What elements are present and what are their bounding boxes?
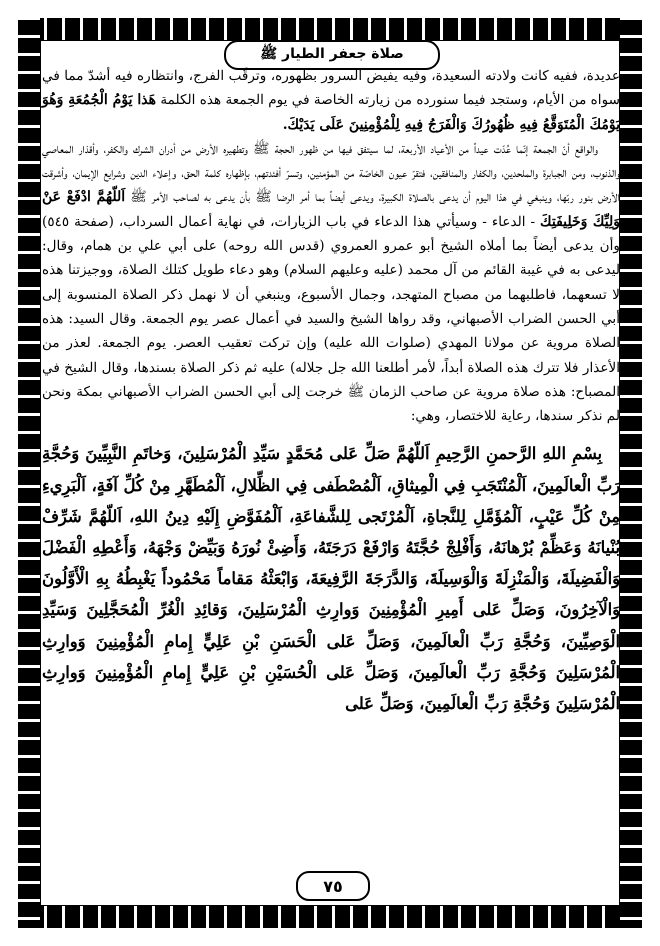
paragraph-2-rest: - الدعاء - وسيأتي هذا الدعاء في باب الزيارات، في نهاية أعمال السرداب، (صفحة ٥٤٥) وأن يدعى أيضاً بما أملاه الشيخ أبو عمرو العمروي (قدس الله روحه) على أبي علي بن همام، وقال: ليدعى به في غيبة القائم من آل محمد (عليه وعليهم السلام) وهو دعاء طويل كتلك الصلاة، ووجيزتنا هذه لا تسعهما، فاطلبهما من مصباح المتهجد، وجمال الأسبوع، وينبغي أن لا نهمل ذكر الصلاة المنسوبة إلى أبي الحسن الضراب الأصبهاني، وقد رواها الشيخ والسيد في أعمال عصر يوم الجمعة. وقال السيد: هذه الصلاة مروية عن مولانا المهدي (صلوات الله عليه) وإن تركت تعقيب العصر. يوم الجمعة. لعذر من الأعذار فلا تترك هذه الصلاة أبداً، لأمر أطلعنا الله جل جلاله) عليه ثم ذكر الصلاة بسندها، وقال الشيخ في المصباح: هذه صلاة مروية عن صاحب الزمان ﷺ خرجت إلى أبي الحسن الضراب الأصبهاني بمكة ونحن لم نذكر سندها، رعاية للاختصار، وهي:	[42, 213, 620, 425]
border-ornament-right	[620, 18, 642, 928]
paragraph-1-text: عديدة، ففيه كانت ولادته السعيدة، وفيه يفيض السرور بظهوره، وترقّب الفرج، وانتظاره فيه أشدّ مما في سواه من الأيام، وستجد فيما سنورده من زيارته الخاصة في يوم الجمعة هذه الكلمة	[42, 68, 620, 109]
prayer-text: بِسْمِ اللهِ الرَّحمنِ الرَّحِيمِ اَللّهُمَّ صَلِّ عَلى مُحَمَّدٍ سَيِّدِ الْمُرْسَلِينَ، وَخاتَمِ النَّبِيِّينَ وَحُجَّةِ رَبِّ الْعالَمِينَ، اَلْمُنْتَجَبِ فِي الْمِيثاقِ، اَلْمُصْطَفى فِي الظِّلالِ، اَلْمُطَهَّرِ مِنْ كُلِّ آفَةٍ، اَلْبَرِيءِ مِنْ كُلِّ عَيْبٍ، اَلْمُؤَمَّلِ لِلنَّجاةِ، اَلْمُرْتَجى لِلشَّفاعَةِ، اَلْمُفَوَّضِ إِلَيْهِ دِينُ اللهِ، اَللّهُمَّ شَرِّفْ بُنْيانَهُ وَعَظِّمْ بُرْهانَهُ، وَأَفْلِجْ حُجَّتَهُ وَارْفَعْ دَرَجَتَهُ، وَأَضِئْ نُورَهُ وَبَيِّضْ وَجْهَهُ، وَأَعْطِهِ الْفَضْلَ وَالْفَضِيلَةَ، وَالْمَنْزِلَةَ وَالْوَسِيلَةَ، وَالدَّرَجَةَ الرَّفِيعَةَ، وَابْعَثْهُ مَقاماً مَحْمُوداً يَغْبِطُهُ بِهِ الْأَوَّلُونَ وَالْآخِرُونَ، وَصَلِّ عَلى أَمِيرِ الْمُؤْمِنِينَ وَوارِثِ الْمُرْسَلِينَ، وَقائِدِ الْغُرِّ الْمُحَجَّلِينَ وَسَيِّدِ الْوَصِيِّينَ، وَحُجَّةِ رَبِّ الْعالَمِينَ، وَصَلِّ عَلى الْحَسَنِ بْنِ عَلِيٍّ إِمامِ الْمُؤْمِنِينَ وَوارِثِ الْمُرْسَلِينَ وَحُجَّةِ رَبِّ الْعالَمِينَ، وَصَلِّ عَلى الْحُسَيْنِ بْنِ عَلِيٍّ إِمامِ الْمُؤْمِنِينَ وَوارِثِ الْمُرْسَلِينَ وَحُجَّةِ رَبِّ الْعالَمِينَ، وَصَلِّ عَلى	[42, 444, 620, 714]
border-ornament-left	[18, 18, 40, 928]
paragraph-1	[42, 64, 620, 137]
paragraph-2-text: والواقع أنّ الجمعة إنّما عُدّت عيداً من الأعياد الأربعة، لما سيتفق فيها من ظهور الحجة ﷺ وتطهيره الأرض من أدران الشرك والكفر، وأقذار المعاصي والذنوب، ومن الجبابرة والملحدين، والكفار والمنافقين، فتقرّ عيون الخاصّة من المؤمنين، وتسرّ أفئدتهم، بإظهاره كلمة الحق، وإعلاء الدين وشرايع الإيمان، وأشرقت الأرض بنور ربّها، وينبغي في هذا اليوم أن يدعى بالصلاة الكبيرة، ويدعى أيضاً بما أمر الرضا ﷺ بأن يدعى به لصاحب الأمر ﷺ	[42, 140, 620, 206]
page-number: ٧٥	[296, 871, 370, 901]
paragraph-1-quote: هَذا يَوْمُ الْجُمُعَةِ وَهُوَ يَوْمُكَ الْمُتَوَقَّعُ فِيهِ ظُهُورُكَ وَالْفَرَجُ فِيهِ لِلْمُؤْمِنِينَ عَلَى يَدَيْكَ.	[42, 92, 620, 133]
border-ornament-bottom	[18, 906, 642, 928]
paragraph-2	[42, 137, 620, 429]
page-title: صلاة جعفر الطيار ﷺ	[224, 40, 440, 70]
paragraph-2-quote: اَللّهُمَّ ادْفَعْ عَنْ وَلِيِّكَ وَخَلِيفَتِكَ	[42, 189, 620, 230]
page-body	[42, 64, 620, 844]
border-ornament-top	[18, 18, 642, 40]
